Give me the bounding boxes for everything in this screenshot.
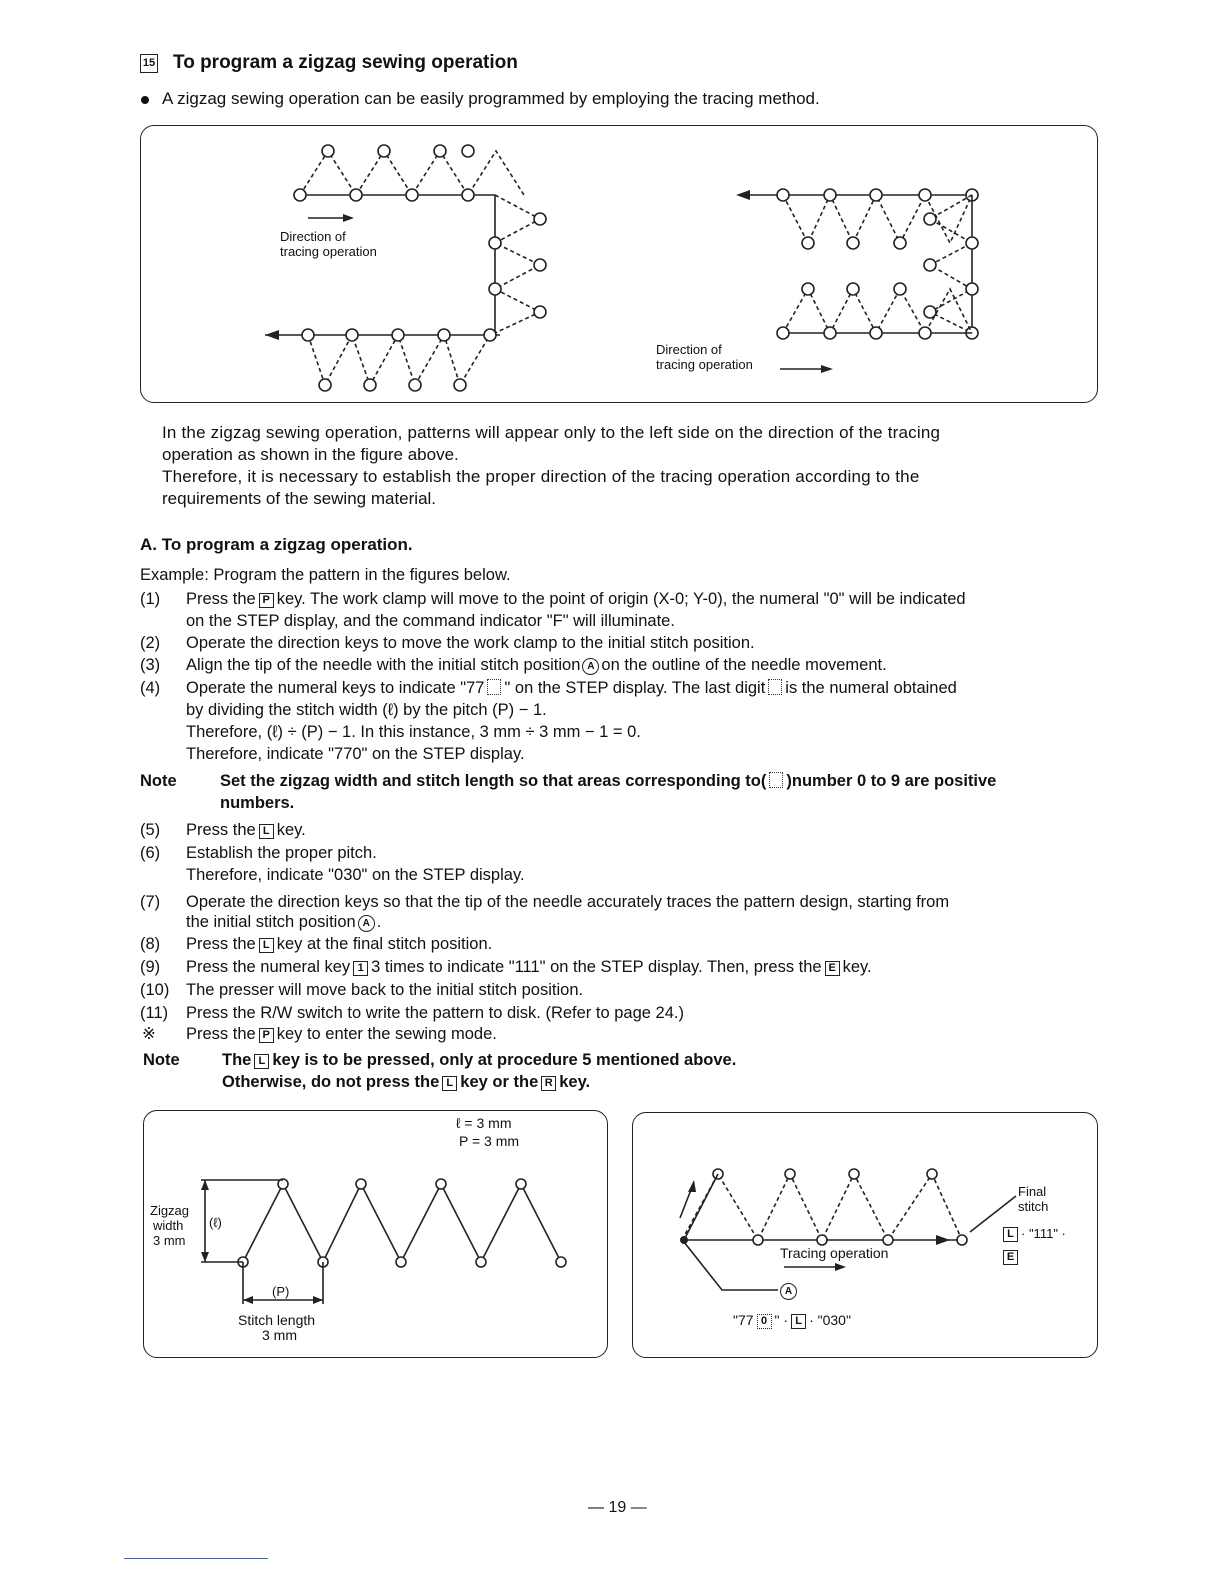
step-1-line-2: on the STEP display, and the command indicator "F" will illuminate. — [186, 612, 675, 630]
note-1-line-1: Set the zigzag width and stitch length so that areas corresponding to( )number 0 to 9 are positive — [220, 772, 997, 790]
intro-line-2: operation as shown in the figure above. — [162, 445, 459, 464]
stitch-length-label: Stitch length — [238, 1312, 316, 1328]
note-2-line-1: The L key is to be pressed, only at procedure 5 mentioned above. — [222, 1051, 737, 1069]
zigzag-label: Zigzag — [150, 1203, 190, 1218]
step-9-line: Press the numeral key 1 3 times to indicate "111" on the STEP display. Then, press the E key. — [186, 958, 872, 976]
e-key-icon: E — [825, 961, 840, 976]
final-code-line: L · "111" · — [1000, 1226, 1066, 1242]
digit-placeholder-box — [487, 679, 501, 695]
e-key-icon: E — [1003, 1250, 1018, 1265]
step-6-line-2: Therefore, indicate "030" on the STEP display. — [186, 866, 525, 884]
step-4-line-4: Therefore, indicate "770" on the STEP display. — [186, 745, 525, 763]
stitch-label: stitch — [1018, 1199, 1049, 1214]
p-key-icon: P — [259, 593, 274, 608]
step-10-number: (10) — [140, 981, 170, 999]
step-8-number: (8) — [140, 935, 161, 953]
section-number-box: 15 — [140, 54, 158, 73]
step-5-number: (5) — [140, 821, 161, 839]
step-4-number: (4) — [140, 679, 161, 697]
reference-mark: ※ — [142, 1025, 156, 1043]
step-1-line-1: Press the P key. The work clamp will move to the point of origin (X-0; Y-0), the numeral "0" will be indicated — [186, 590, 966, 608]
sewing-mode-line: Press the P key to enter the sewing mode. — [186, 1025, 497, 1043]
step-7-number: (7) — [140, 893, 161, 911]
intro-line-3: Therefore, it is necessary to establish the proper direction of the tracing operation according to the — [162, 467, 920, 486]
digit-placeholder-box — [769, 772, 783, 788]
digit-placeholder-box — [768, 679, 782, 695]
step-9-number: (9) — [140, 958, 161, 976]
section-a-heading: A. To program a zigzag operation. — [140, 535, 413, 554]
step-6-line-1: Establish the proper pitch. — [186, 844, 377, 862]
initial-position-a-icon: A — [582, 658, 599, 675]
step-1-number: (1) — [140, 590, 161, 608]
step-2-line: Operate the direction keys to move the work clamp to the initial stitch position. — [186, 634, 755, 652]
width-label: width — [153, 1218, 184, 1233]
page-title: To program a zigzag sewing operation — [173, 52, 518, 73]
top-left-direction-label-1: Direction of — [280, 229, 346, 244]
start-code-line: "77 0 " · L · "030" — [733, 1312, 851, 1328]
pitch-equation: P = 3 mm — [459, 1133, 520, 1149]
length-equation: ℓ = 3 mm — [456, 1115, 512, 1131]
p-key-icon: P — [259, 1028, 274, 1043]
step-11-line: Press the R/W switch to write the pattern to disk. (Refer to page 24.) — [186, 1004, 684, 1022]
top-left-direction-label-2: tracing operation — [280, 244, 377, 259]
figure-top-diagram — [140, 125, 1100, 405]
r-key-icon: R — [541, 1076, 556, 1091]
l-key-icon: L — [254, 1054, 269, 1069]
page-number: — 19 — — [588, 1499, 647, 1516]
footer-rule — [124, 1558, 268, 1559]
step-3-line: Align the tip of the needle with the initial stitch position A on the outline of the needle movement. — [186, 656, 887, 674]
tracing-operation-label: Tracing operation — [780, 1245, 889, 1261]
intro-line-1: In the zigzag sewing operation, patterns will appear only to the left side on the direction of the tracing — [162, 423, 941, 442]
pitch-symbol: (P) — [272, 1284, 290, 1299]
numeral-1-key-icon: 1 — [353, 961, 368, 976]
step-4-line-3: Therefore, (ℓ) ÷ (P) − 1. In this instance, 3 mm ÷ 3 mm − 1 = 0. — [186, 723, 641, 741]
step-10-line: The presser will move back to the initial stitch position. — [186, 981, 584, 999]
digit-0-box: 0 — [757, 1314, 772, 1329]
step-4-line-1: Operate the numeral keys to indicate "77 " on the STEP display. The last digit is the numeral obtained — [186, 679, 957, 697]
note-1-label: Note — [140, 772, 177, 790]
step-7-line-1: Operate the direction keys so that the tip of the needle accurately traces the pattern design, starting from — [186, 893, 950, 911]
step-3-number: (3) — [140, 656, 161, 674]
note-2-line-2: Otherwise, do not press the L key or the R key. — [222, 1073, 591, 1091]
step-2-number: (2) — [140, 634, 161, 652]
stitch-length-mm: 3 mm — [262, 1327, 297, 1343]
top-right-direction-label-2: tracing operation — [656, 357, 753, 372]
step-6-number: (6) — [140, 844, 161, 862]
e-key-line — [1000, 1249, 1021, 1265]
step-5-line: Press the L key. — [186, 821, 306, 839]
initial-position-a-icon: A — [780, 1283, 797, 1300]
l-key-icon: L — [442, 1076, 457, 1091]
intro-line-4: requirements of the sewing material. — [162, 489, 437, 508]
example-line: Example: Program the pattern in the figures below. — [140, 566, 511, 584]
stitch-dimension-diagram — [143, 1110, 609, 1360]
final-label: Final — [1018, 1184, 1047, 1199]
width-symbol: (ℓ) — [209, 1215, 222, 1230]
bullet-text: A zigzag sewing operation can be easily programmed by employing the tracing method. — [162, 89, 820, 108]
initial-position-a-icon: A — [358, 915, 375, 932]
bullet-dot — [141, 96, 149, 104]
note-2-label: Note — [143, 1051, 180, 1069]
step-8-line: Press the L key at the final stitch position. — [186, 935, 493, 953]
l-key-icon: L — [791, 1314, 806, 1329]
l-key-icon: L — [259, 824, 274, 839]
step-4-line-2: by dividing the stitch width (ℓ) by the pitch (P) − 1. — [186, 701, 547, 719]
l-key-icon: L — [259, 938, 274, 953]
top-right-direction-label-1: Direction of — [656, 342, 722, 357]
width-mm-label: 3 mm — [153, 1233, 186, 1248]
note-1-line-2: numbers. — [220, 794, 295, 812]
step-7-line-2: the initial stitch position A . — [186, 913, 382, 931]
l-key-icon: L — [1003, 1227, 1018, 1242]
step-11-number: (11) — [140, 1004, 169, 1022]
